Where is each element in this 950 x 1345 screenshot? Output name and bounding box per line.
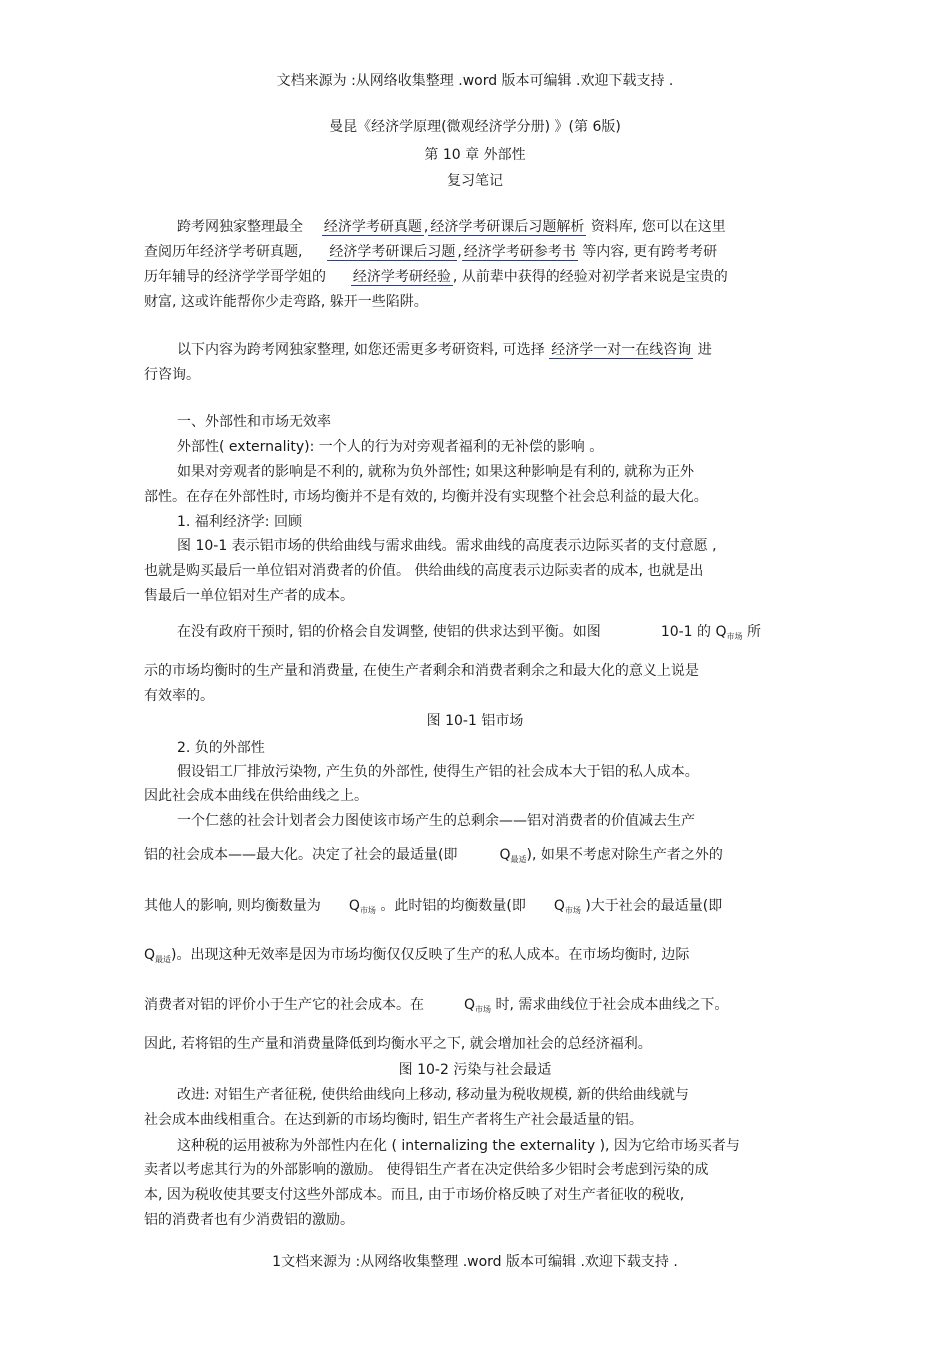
page-header: 文档来源为 :从网络收集整理 .word 版本可编辑 .欢迎下载支持 . bbox=[276, 73, 674, 89]
subscript: 市场 bbox=[564, 906, 581, 915]
para-line: 图 10-1 表示铝市场的供给曲线与需求曲线。需求曲线的高度表示边际买者的支付意愿 , bbox=[177, 538, 717, 554]
para-text: 消费者对铝的评价小于生产它的社会成本。在 bbox=[144, 997, 424, 1013]
para-text: ), 如果不考虑对除生产者之外的 bbox=[526, 847, 723, 863]
figure-caption-1: 图 10-1 铝市场 bbox=[426, 713, 524, 729]
consult-line-1 bbox=[177, 341, 712, 359]
q-symbol: Q bbox=[553, 898, 565, 914]
para-line: 卖者以考虑其行为的外部影响的激励。 使得铝生产者在决定供给多少铝时会考虑到污染的成 bbox=[144, 1162, 709, 1178]
para-text: 所 bbox=[746, 624, 761, 640]
para-line: 假设铝工厂排放污染物, 产生负的外部性, 使得生产铝的社会成本大于铝的私人成本。 bbox=[177, 764, 699, 780]
para-line bbox=[144, 996, 728, 1019]
separator: , bbox=[423, 219, 429, 235]
link-reference-books[interactable]: 经济学考研参考书 bbox=[463, 244, 576, 260]
intro-text: , 从前辈中获得的经验对初学者来说是宝贵的 bbox=[452, 269, 728, 285]
page-footer: 1文档来源为 :从网络收集整理 .word 版本可编辑 .欢迎下载支持 . bbox=[272, 1254, 678, 1270]
externality-definition: 外部性( externality): 一个人的行为对旁观者福利的无补偿的影响 。 bbox=[177, 439, 604, 455]
para-line: 因此社会成本曲线在供给曲线之上。 bbox=[144, 788, 368, 804]
section-1-heading: 一、外部性和市场无效率 bbox=[177, 414, 331, 430]
intro-line-1 bbox=[177, 218, 726, 236]
q-symbol: Q bbox=[464, 997, 476, 1013]
para-line bbox=[144, 946, 689, 969]
consult-text: 进 bbox=[697, 342, 712, 358]
intro-text: 等内容, 更有跨考考研 bbox=[582, 244, 718, 260]
q-symbol: Q bbox=[348, 898, 360, 914]
para-line: 社会成本曲线相重合。在达到新的市场均衡时, 铝生产者将生产社会最适量的铝。 bbox=[144, 1112, 643, 1128]
para-text: 其他人的影响, 则均衡数量为 bbox=[144, 898, 321, 914]
subsection-2-heading: 2. 负的外部性 bbox=[177, 740, 265, 756]
consult-text: 以下内容为跨考网独家整理, 如您还需更多考研资料, 可选择 bbox=[177, 342, 545, 358]
para-line: 本, 因为税收使其要支付这些外部成本。而且, 由于市场价格反映了对生产者征收的税收, bbox=[144, 1187, 685, 1203]
subscript: 市场 bbox=[475, 1005, 492, 1014]
para-line: 如果对旁观者的影响是不利的, 就称为负外部性; 如果这种影响是有利的, 就称为正外 bbox=[177, 464, 694, 480]
chapter-title: 第 10 章 外部性 bbox=[424, 147, 526, 163]
subsection-1-heading: 1. 福利经济学: 回顾 bbox=[177, 514, 302, 530]
para-line: 铝的消费者也有少消费铝的激励。 bbox=[144, 1212, 354, 1228]
para-line: 也就是购买最后一单位铝对消费者的价值。 供给曲线的高度表示边际卖者的成本, 也就是出 bbox=[144, 563, 704, 579]
intro-line-3 bbox=[144, 268, 728, 286]
subscript: 市场 bbox=[726, 632, 743, 641]
para-text: 。此时铝的均衡数量(即 bbox=[380, 898, 526, 914]
q-symbol: Q bbox=[499, 847, 511, 863]
link-exercise-solutions[interactable]: 经济学考研课后习题解析 bbox=[430, 219, 585, 235]
separator: , bbox=[457, 244, 462, 260]
intro-line-4: 财富, 这或许能帮你少走弯路, 躲开一些陷阱。 bbox=[144, 294, 428, 310]
para-line: 因此, 若将铝的生产量和消费量降低到均衡水平之下, 就会增加社会的总经济福利。 bbox=[144, 1036, 652, 1052]
para-line bbox=[144, 897, 722, 920]
intro-text: 历年辅导的经济学学哥学姐的 bbox=[144, 269, 326, 285]
para-text: )。出现这种无效率是因为市场均衡仅仅反映了生产的私人成本。在市场均衡时, 边际 bbox=[171, 947, 690, 963]
intro-text: 查阅历年经济学考研真题, bbox=[144, 244, 303, 260]
para-line: 售最后一单位铝对生产者的成本。 bbox=[144, 588, 354, 604]
subscript: 最适 bbox=[155, 955, 172, 964]
intro-line-2 bbox=[144, 243, 717, 261]
subscript: 市场 bbox=[359, 906, 376, 915]
link-exam-experience[interactable]: 经济学考研经验 bbox=[352, 269, 451, 285]
para-text: 10-1 的 Q bbox=[660, 624, 727, 640]
section-subtitle: 复习笔记 bbox=[447, 173, 503, 189]
para-line: 示的市场均衡时的生产量和消费量, 在使生产者剩余和消费者剩余之和最大化的意义上说是 bbox=[144, 663, 699, 679]
book-title: 曼昆《经济学原理(微观经济学分册) 》(第 6版) bbox=[329, 119, 621, 135]
q-symbol: Q bbox=[144, 947, 156, 963]
link-exam-questions[interactable]: 经济学考研真题 bbox=[323, 219, 422, 235]
figure-caption-2: 图 10-2 污染与社会最适 bbox=[398, 1062, 552, 1078]
link-exercises[interactable]: 经济学考研课后习题 bbox=[329, 244, 456, 260]
para-line: 部性。在存在外部性时, 市场均衡并不是有效的, 均衡并没有实现整个社会总利益的最大化。 bbox=[144, 489, 708, 505]
para-text: 铝的社会成本——最大化。决定了社会的最适量(即 bbox=[144, 847, 458, 863]
intro-text: 跨考网独家整理最全 bbox=[177, 219, 303, 235]
consult-line-2: 行咨询。 bbox=[144, 367, 200, 383]
para-text: )大于社会的最适量(即 bbox=[585, 898, 723, 914]
link-online-consult[interactable]: 经济学一对一在线咨询 bbox=[551, 342, 692, 358]
para-line: 一个仁慈的社会计划者会力图使该市场产生的总剩余——铝对消费者的价值减去生产 bbox=[177, 813, 695, 829]
para-line bbox=[177, 623, 761, 646]
para-text: 在没有政府干预时, 铝的价格会自发调整, 使铝的供求达到平衡。如图 bbox=[177, 624, 601, 640]
para-text: 时, 需求曲线位于社会成本曲线之下。 bbox=[495, 997, 729, 1013]
subscript: 最适 bbox=[510, 855, 527, 864]
para-line bbox=[144, 846, 723, 869]
para-line: 这种税的运用被称为外部性内在化 ( internalizing the externality ), 因为它给市场买者与 bbox=[177, 1138, 740, 1154]
para-line: 改进: 对铝生产者征税, 使供给曲线向上移动, 移动量为税收规模, 新的供给曲线就与 bbox=[177, 1087, 689, 1103]
para-line: 有效率的。 bbox=[144, 688, 214, 704]
intro-text: 资料库, 您可以在这里 bbox=[590, 219, 726, 235]
